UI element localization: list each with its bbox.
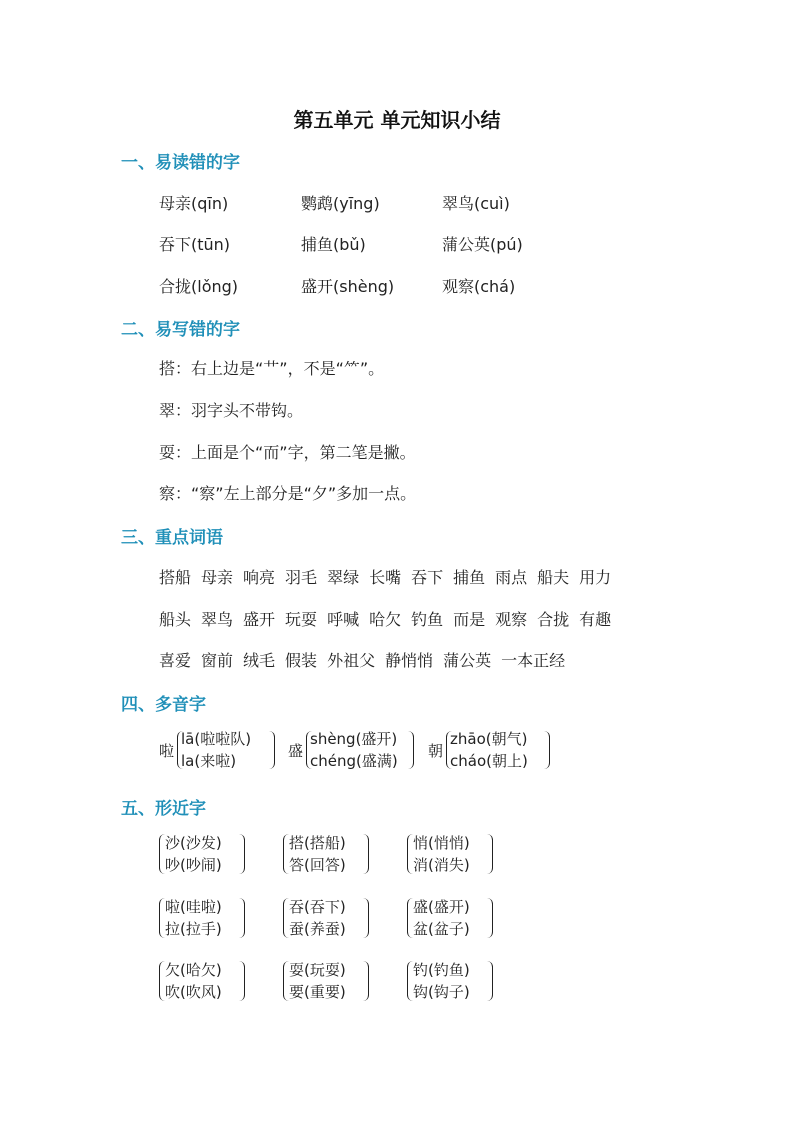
word: 羽毛 <box>285 568 318 587</box>
right-brace-icon <box>487 898 493 938</box>
similar-pair <box>159 959 249 1005</box>
similar-char: 啦(哇啦) <box>165 898 222 916</box>
word: 而是 <box>453 610 486 629</box>
misread-item: 盛开(shèng) <box>301 277 395 296</box>
similar-char: 蚕(养蚕) <box>289 920 346 938</box>
similar-char: 吵(吵闹) <box>165 856 222 874</box>
word: 船头 <box>159 610 192 629</box>
similar-char: 要(重要) <box>289 983 346 1001</box>
polyphone-reading: chéng(盛满) <box>310 752 398 770</box>
right-brace-icon <box>487 834 493 874</box>
right-brace-icon <box>544 731 550 769</box>
similar-char: 吞(吞下) <box>289 898 346 916</box>
misread-item: 观察(chá) <box>442 277 516 296</box>
misread-item: 蒲公英(pú) <box>442 235 523 254</box>
polyphone-reading: lā(啦啦队) <box>181 730 252 748</box>
similar-char: 沙(沙发) <box>165 834 222 852</box>
word: 喜爱 <box>159 651 192 670</box>
word: 假装 <box>285 651 318 670</box>
section-heading-key-words: 三、重点词语 <box>121 528 223 548</box>
misread-item: 合拢(lǒng) <box>159 277 239 296</box>
polyphone-reading: zhāo(朝气) <box>450 730 528 748</box>
word: 长嘴 <box>369 568 402 587</box>
word: 窗前 <box>201 651 234 670</box>
right-brace-icon <box>363 898 369 938</box>
word: 母亲 <box>201 568 234 587</box>
miswrite-item: 搭：右上边是“艹”，不是“⺮”。 <box>159 359 385 378</box>
polyphone-reading: shèng(盛开) <box>310 730 398 748</box>
word: 观察 <box>495 610 528 629</box>
similar-pair <box>283 959 373 1005</box>
similar-char: 搭(搭船) <box>289 834 346 852</box>
similar-char: 吹(吹风) <box>165 983 222 1001</box>
similar-char: 答(回答) <box>289 856 346 874</box>
similar-pair <box>159 832 249 878</box>
polyphone-char: 啦 <box>159 742 175 760</box>
similar-char: 消(消失) <box>413 856 470 874</box>
polyphone-char: 朝 <box>428 742 444 760</box>
right-brace-icon <box>487 961 493 1001</box>
word: 响亮 <box>243 568 276 587</box>
word: 搭船 <box>159 568 192 587</box>
miswrite-item: 察：“察”左上部分是“夕”多加一点。 <box>159 484 417 503</box>
right-brace-icon <box>239 961 245 1001</box>
misread-item: 翠鸟(cuì) <box>442 194 510 213</box>
word: 钓鱼 <box>411 610 444 629</box>
word: 船夫 <box>537 568 570 587</box>
word: 哈欠 <box>369 610 402 629</box>
word: 静悄悄 <box>385 651 434 670</box>
word: 有趣 <box>579 610 612 629</box>
word: 玩耍 <box>285 610 318 629</box>
word-row <box>159 607 621 630</box>
right-brace-icon <box>408 731 414 769</box>
word: 捕鱼 <box>453 568 486 587</box>
miswrite-item: 耍：上面是个“而”字，第二笔是撇。 <box>159 443 416 462</box>
similar-char: 悄(悄悄) <box>413 834 470 852</box>
word: 呼喊 <box>327 610 360 629</box>
similar-pair <box>407 896 497 942</box>
misread-item: 鹦鹉(yīng) <box>301 194 380 213</box>
similar-char: 盛(盛开) <box>413 898 470 916</box>
word: 一本正经 <box>501 651 566 670</box>
similar-char: 欠(哈欠) <box>165 961 222 979</box>
word-row <box>159 565 621 588</box>
similar-pair <box>407 832 497 878</box>
right-brace-icon <box>363 834 369 874</box>
right-brace-icon <box>239 898 245 938</box>
word: 合拢 <box>537 610 570 629</box>
word: 翠鸟 <box>201 610 234 629</box>
polyphone-reading: cháo(朝上) <box>450 752 528 770</box>
polyphone-char: 盛 <box>288 742 304 760</box>
similar-pair <box>159 896 249 942</box>
word: 蒲公英 <box>443 651 492 670</box>
similar-char: 钩(钩子) <box>413 983 470 1001</box>
similar-pair <box>407 959 497 1005</box>
word: 雨点 <box>495 568 528 587</box>
misread-item: 母亲(qīn) <box>159 194 229 213</box>
right-brace-icon <box>239 834 245 874</box>
right-brace-icon <box>269 731 275 769</box>
section-heading-similar-chars: 五、形近字 <box>121 799 206 819</box>
polyphone-group <box>288 728 418 772</box>
similar-char: 钓(钓鱼) <box>413 961 470 979</box>
word: 绒毛 <box>243 651 276 670</box>
page-title: 第五单元 单元知识小结 <box>293 108 501 132</box>
word: 翠绿 <box>327 568 360 587</box>
word: 吞下 <box>411 568 444 587</box>
section-heading-misread: 一、易读错的字 <box>121 153 240 173</box>
section-heading-polyphones: 四、多音字 <box>121 695 206 715</box>
similar-char: 耍(玩耍) <box>289 961 346 979</box>
word: 盛开 <box>243 610 276 629</box>
section-heading-miswrite: 二、易写错的字 <box>121 320 240 340</box>
miswrite-item: 翠：羽字头不带钩。 <box>159 401 304 420</box>
word-row <box>159 648 575 671</box>
similar-char: 盆(盆子) <box>413 920 470 938</box>
similar-pair <box>283 896 373 942</box>
polyphone-group <box>428 728 554 772</box>
misread-item: 捕鱼(bǔ) <box>301 235 366 254</box>
misread-item: 吞下(tūn) <box>159 235 231 254</box>
polyphone-group <box>159 728 279 772</box>
right-brace-icon <box>363 961 369 1001</box>
word: 用力 <box>579 568 612 587</box>
similar-char: 拉(拉手) <box>165 920 222 938</box>
similar-pair <box>283 832 373 878</box>
polyphone-reading: la(来啦) <box>181 752 237 770</box>
word: 外祖父 <box>327 651 376 670</box>
